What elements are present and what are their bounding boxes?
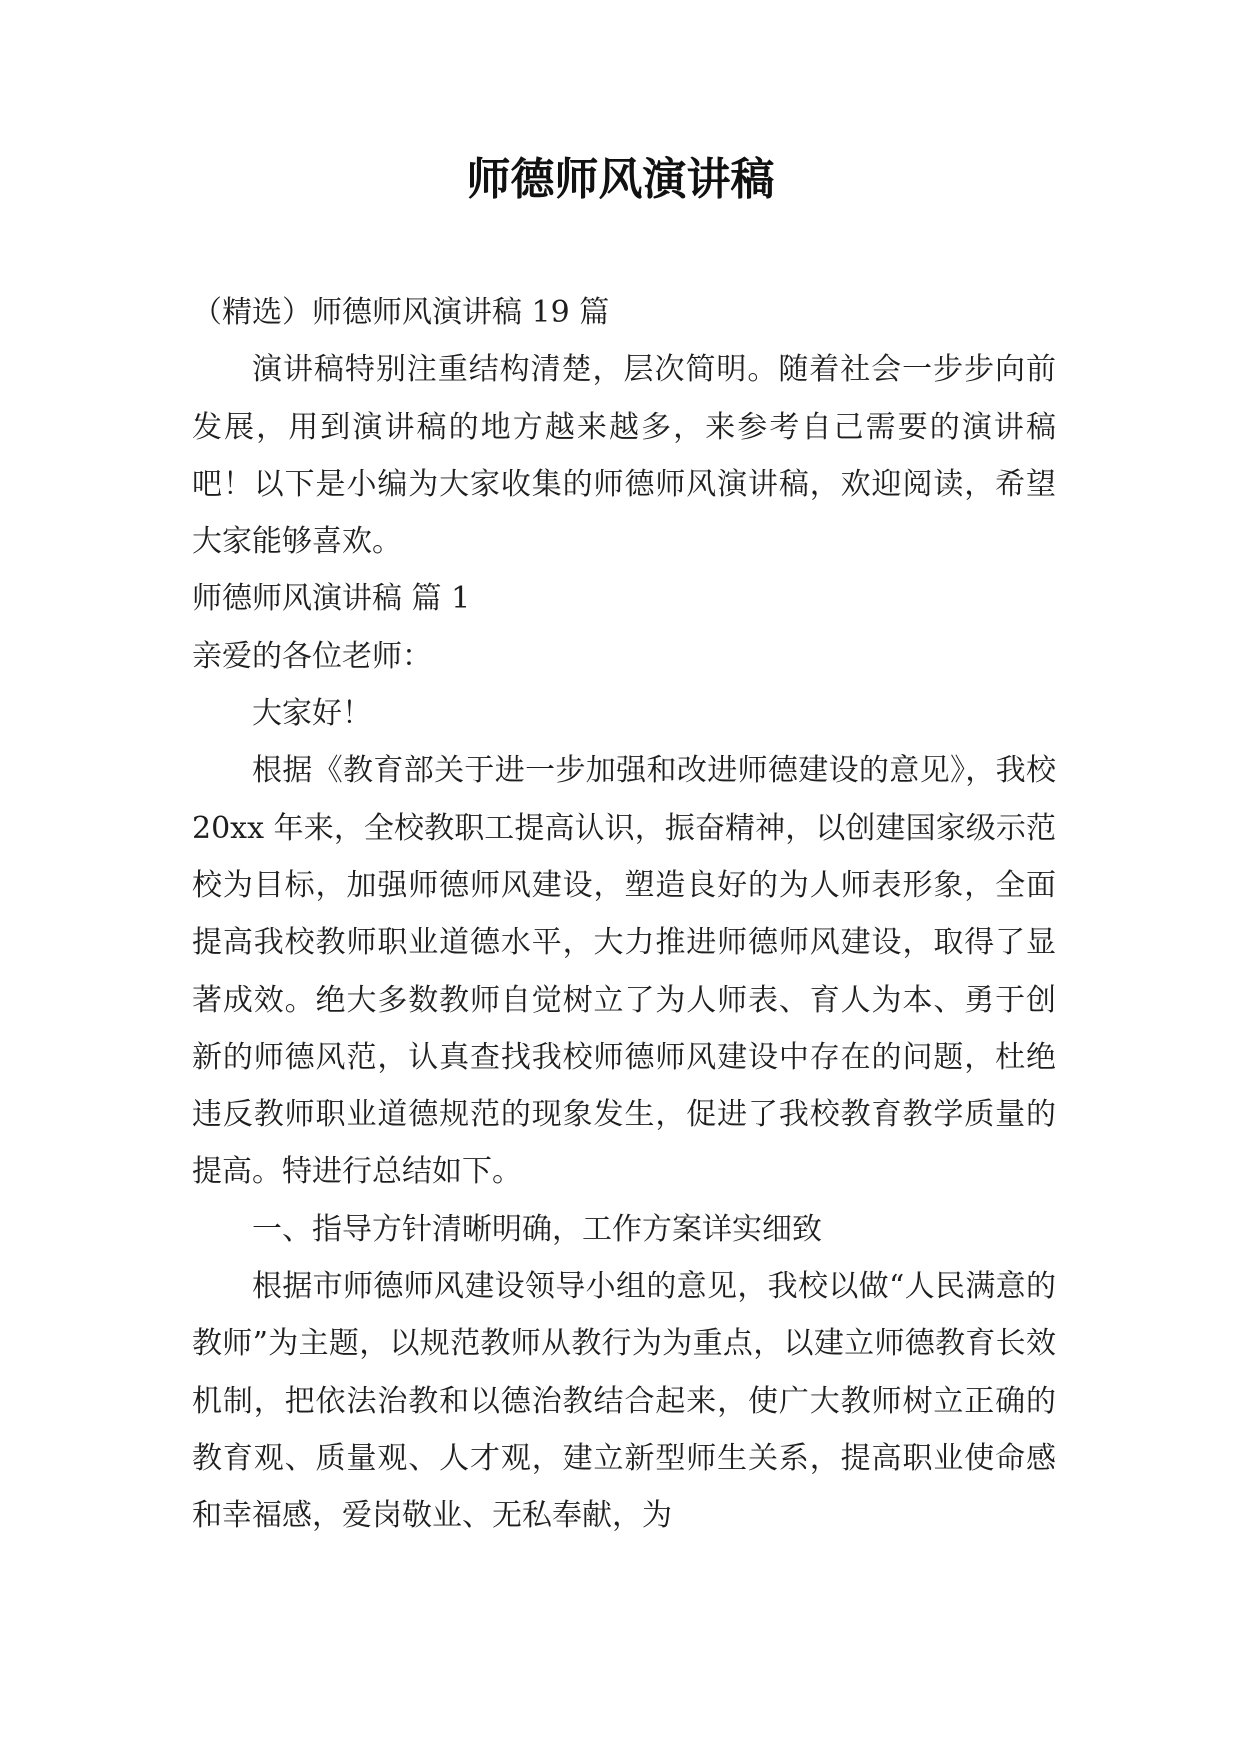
document-title: 师德师风演讲稿 (466, 154, 775, 205)
section-heading: 师德师风演讲稿 篇 1 (192, 581, 471, 617)
paragraph-intro: 演讲稿特别注重结构清楚，层次简明。随着社会一步步向前发展，用到演讲稿的地方越来越多，来参考自己需要的演讲稿吧！以下是小编为大家收集的师德师风演讲稿，欢迎阅读，希望大家能够喜欢。 (192, 352, 1056, 560)
paragraph-greeting: 大家好！ (252, 696, 372, 732)
paragraph-salutation: 亲爱的各位老师： (192, 638, 432, 674)
paragraph-body: 根据市师德师风建设领导小组的意见，我校以做“人民满意的教师”为主题，以规范教师从教行为为重点，以建立师德教育长效机制，把依法治教和以德治教结合起来，使广大教师树立正确的教育观、质量观、人才观，建立新型师生关系，提高职业使命感和幸福感，爱岗敬业、无私奉献，为 (192, 1269, 1056, 1534)
paragraph-body: 根据《教育部关于进一步加强和改进师德建设的意见》，我校 20xx 年来，全校教职工提高认识，振奋精神，以创建国家级示范校为目标，加强师德师风建设，塑造良好的为人师表形象，全面提高我校教师职业道德水平，大力推进师德师风建设，取得了显著成效。绝大多数教师自觉树立了为人师表、育人为本、勇于创新的师德风范，认真查找我校师德师风建设中存在的问题，杜绝违反教师职业道德规范的现象发生，促进了我校教育教学质量的提高。特进行总结如下。 (192, 753, 1056, 1190)
paragraph-subheading: 一、指导方针清晰明确，工作方案详实细致 (252, 1211, 822, 1247)
paragraph-subtitle: （精选）师德师风演讲稿 19 篇 (192, 295, 610, 330)
document-body (192, 284, 1056, 1545)
